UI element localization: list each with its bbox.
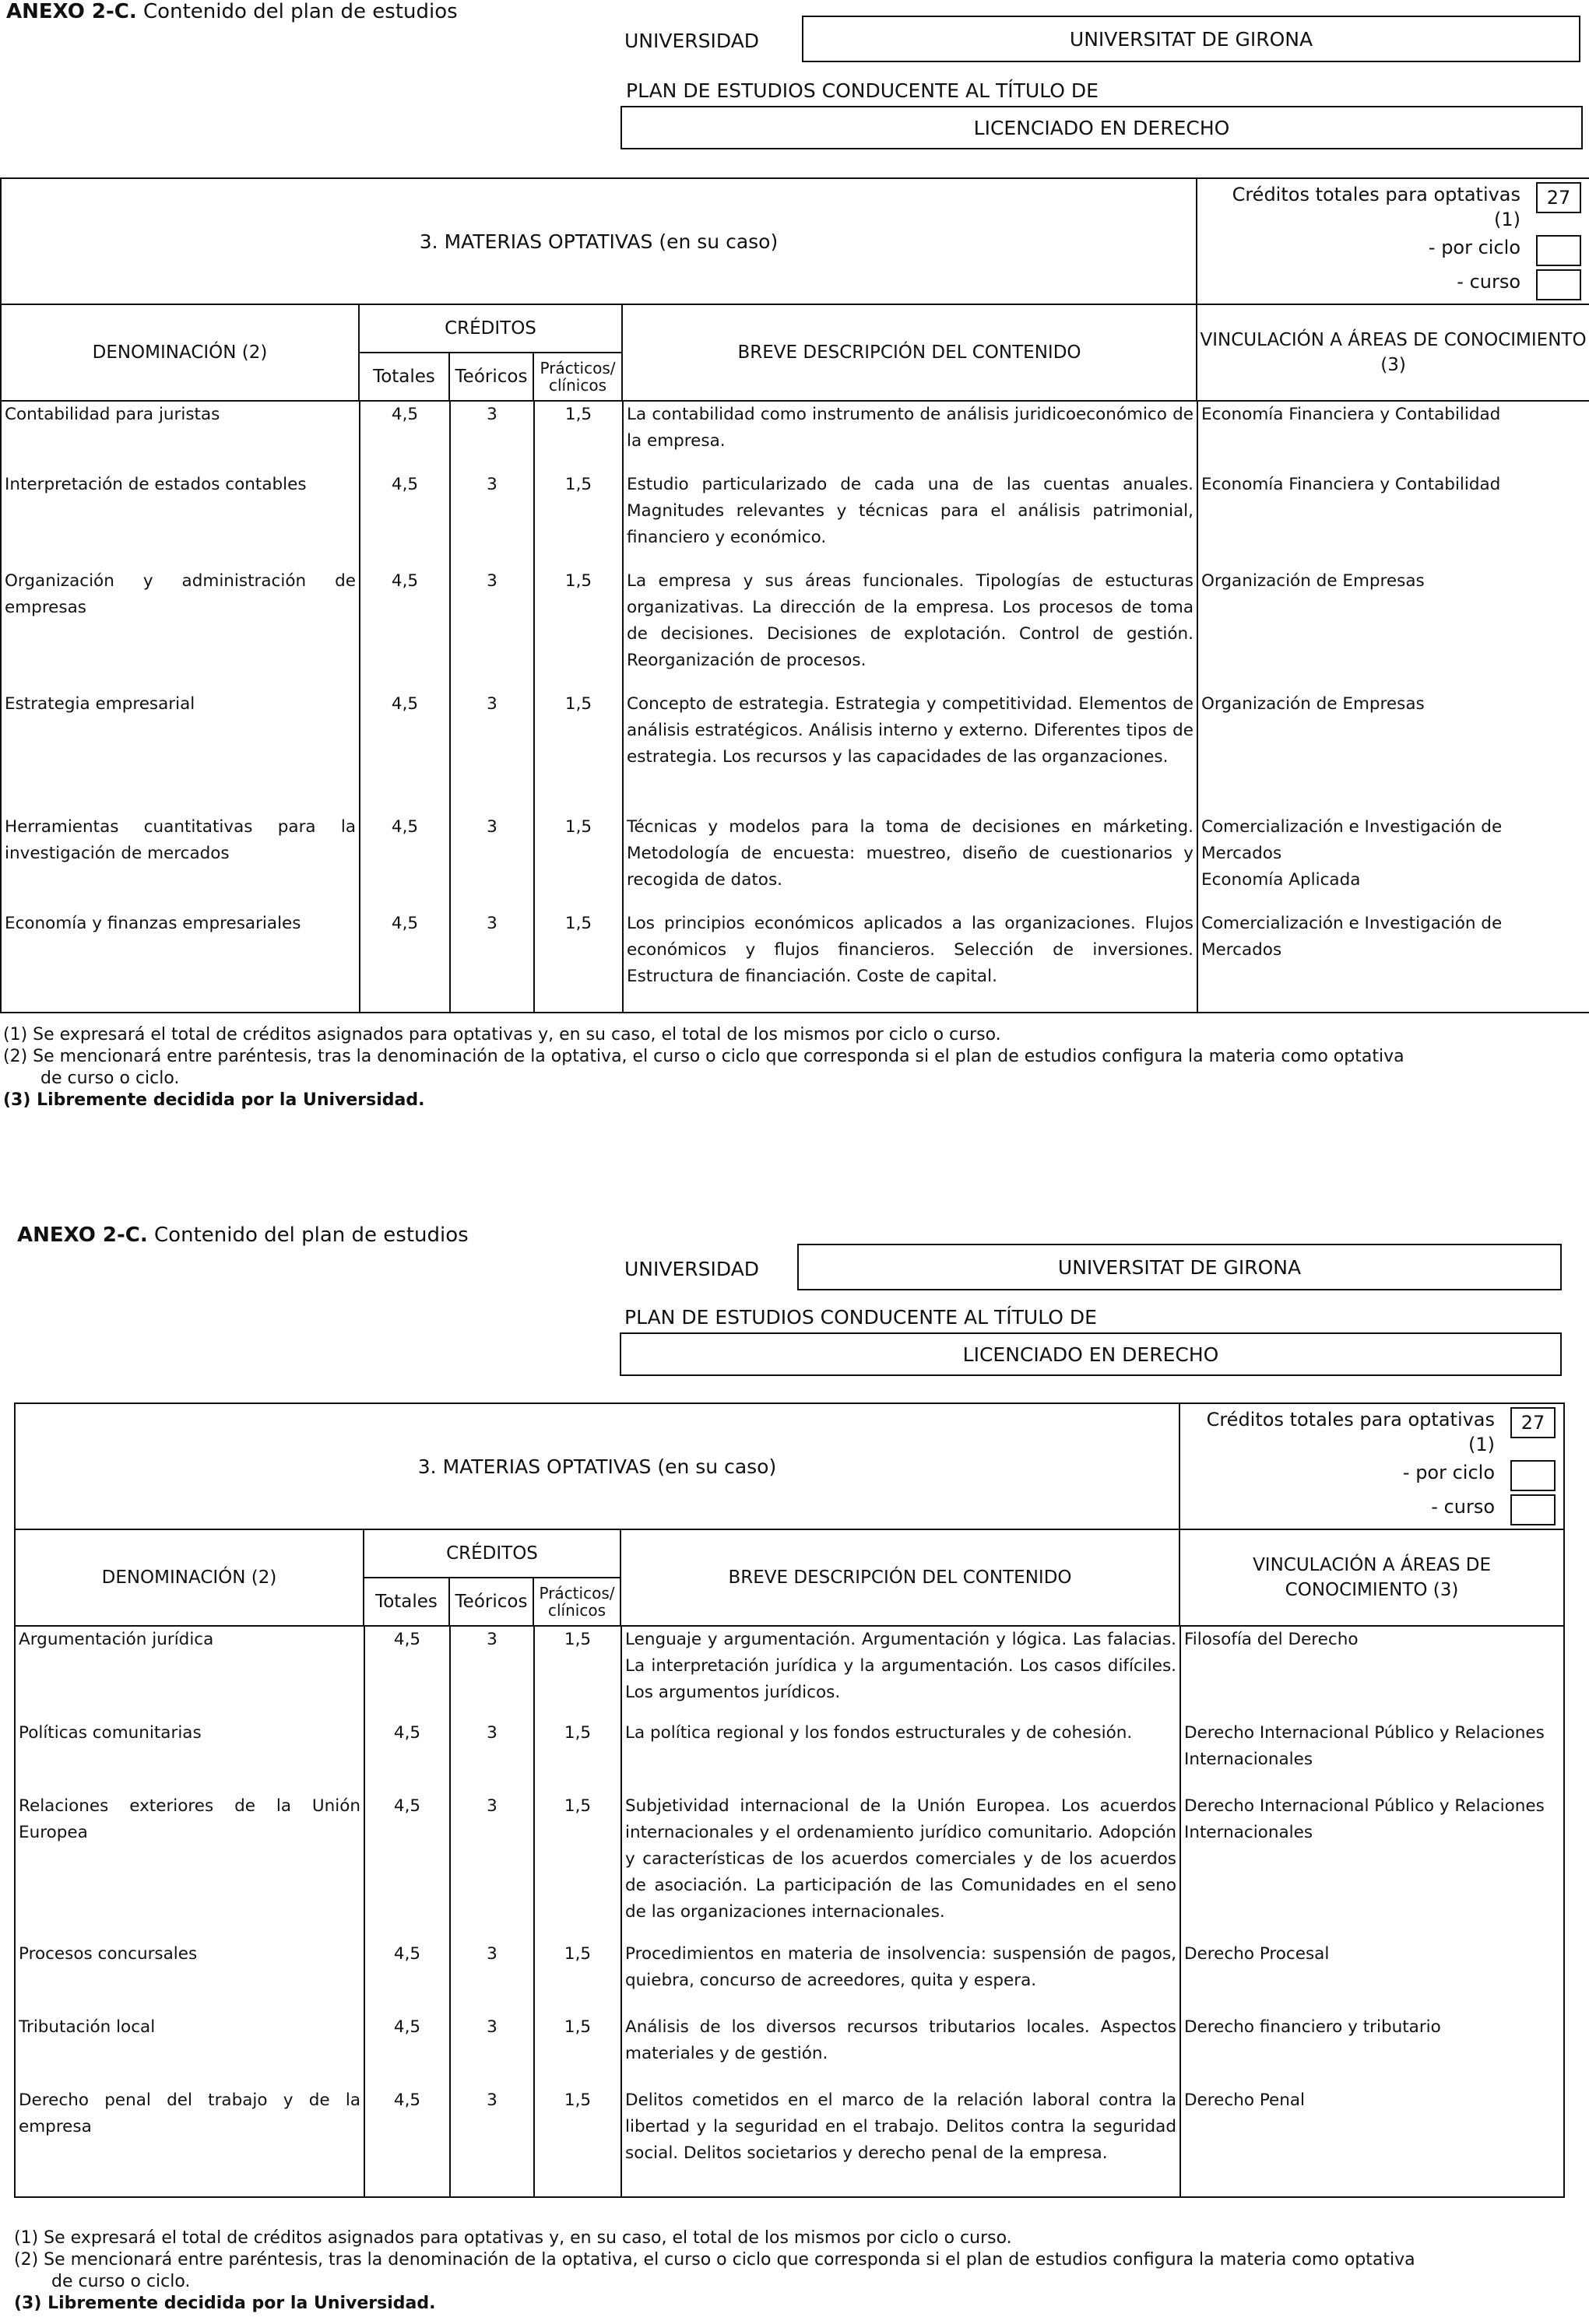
footnote-1: (1) Se expresará el total de créditos asignados para optativas y, en su caso, el total de los mismos por ciclo o curso. — [14, 2228, 1012, 2248]
creditos-totales-label: Créditos totales para optativas (1) — [1232, 184, 1521, 230]
row-totales: 4,5 — [364, 2014, 450, 2087]
row-descripcion: Técnicas y modelos para la toma de decisiones en márketing. Metodología de encuesta: muestreo, diseño de cuestionarios y recogida de datos. — [623, 814, 1197, 911]
table-row — [2, 814, 1589, 911]
table-row — [2, 402, 1589, 472]
row-totales: 4,5 — [360, 402, 450, 472]
row-practicos: 1,5 — [534, 1793, 621, 1941]
footnote-2-cont: de curso o ciclo. — [40, 1069, 180, 1088]
footnote-2-cont: de curso o ciclo. — [51, 2272, 191, 2291]
row-totales: 4,5 — [360, 472, 450, 568]
row-denominacion: Organización y administración de empresas — [5, 571, 356, 617]
header-creditos: CRÉDITOS — [364, 1529, 620, 1578]
row-totales: 4,5 — [364, 1720, 450, 1793]
row-denominacion: Contabilidad para juristas — [5, 405, 220, 424]
footnote-2: (2) Se mencionará entre paréntesis, tras la denominación de la optativa, el curso o ciclo que corresponda si el plan de estudios configura la materia como optativa — [3, 1047, 1404, 1066]
row-denominacion: Economía y finanzas empresariales — [5, 914, 301, 933]
row-descripcion: La política regional y los fondos estructurales y de cohesión. — [621, 1720, 1180, 1793]
table-row — [16, 1627, 1565, 1720]
header-descripcion: BREVE DESCRIPCIÓN DEL CONTENIDO — [620, 1529, 1179, 1626]
creditos-totales-value: 27 — [1510, 1407, 1556, 1438]
table-row — [16, 2014, 1565, 2087]
curso-label: - curso — [1431, 1496, 1496, 1518]
row-denominacion: Políticas comunitarias — [19, 1723, 202, 1743]
header-vinculacion: VINCULACIÓN A ÁREAS DE CONOCIMIENTO (3) — [1197, 304, 1589, 401]
row-totales: 4,5 — [360, 568, 450, 691]
row-descripcion: La contabilidad como instrumento de análisis juridicoeconómico de la empresa. — [623, 402, 1197, 472]
por-ciclo-label: - por ciclo — [1402, 1462, 1496, 1483]
row-totales: 4,5 — [360, 691, 450, 814]
table-row — [2, 691, 1589, 814]
footnote-3: (3) Libremente decidida por la Universidad. — [14, 2294, 436, 2313]
table-title: 3. MATERIAS OPTATIVAS (en su caso) — [15, 1403, 1179, 1529]
titulo-value: LICENCIADO EN DERECHO — [620, 1332, 1562, 1376]
row-denominacion: Tributación local — [19, 2017, 156, 2037]
plan-label: PLAN DE ESTUDIOS CONDUCENTE AL TÍTULO DE — [624, 1306, 1097, 1329]
creditos-totales-label: Créditos totales para optativas (1) — [1206, 1409, 1496, 1455]
row-descripcion: Delitos cometidos en el marco de la relación laboral contra la libertad y la seguridad en el trabajo. Delitos contra la seguridad social. Delitos societarios y derecho penal de la empresa. — [621, 2087, 1180, 2196]
row-teoricos: 3 — [450, 472, 534, 568]
row-area: Organización de Empresas — [1197, 568, 1589, 691]
row-practicos: 1,5 — [534, 2014, 621, 2087]
row-teoricos: 3 — [450, 1627, 534, 1720]
header-teoricos: Teóricos — [449, 1578, 533, 1626]
body-rows — [2, 402, 1589, 1012]
row-teoricos: 3 — [450, 568, 534, 691]
por-ciclo-box — [1536, 235, 1581, 266]
header-denominacion: DENOMINACIÓN (2) — [15, 1529, 364, 1626]
row-teoricos: 3 — [450, 402, 534, 472]
footnotes — [3, 1024, 1404, 1111]
header-practicos: Prácticos/ clínicos — [533, 1578, 620, 1626]
row-denominacion: Herramientas cuantitativas para la investigación de mercados — [5, 817, 356, 863]
row-teoricos: 3 — [450, 814, 534, 911]
materias-table — [14, 1402, 1565, 2198]
row-descripcion: La empresa y sus áreas funcionales. Tipologías de estucturas organizativas. La dirección de la empresa. Los procesos de toma de decisiones. Decisiones de explotación. Control de gestión. Reorganización de procesos. — [623, 568, 1197, 691]
table-row — [16, 2087, 1565, 2196]
table-row — [2, 472, 1589, 568]
materias-table — [0, 177, 1589, 1013]
por-ciclo-box — [1510, 1460, 1556, 1491]
row-descripcion: Análisis de los diversos recursos tributarios locales. Aspectos materiales y de gestión. — [621, 2014, 1180, 2087]
row-totales: 4,5 — [364, 1793, 450, 1941]
row-practicos: 1,5 — [534, 472, 623, 568]
row-descripcion: Estudio particularizado de cada una de las cuentas anuales. Magnitudes relevantes y técnicas para el análisis patrimonial, financiero y económico. — [623, 472, 1197, 568]
header-denominacion: DENOMINACIÓN (2) — [1, 304, 359, 401]
header-descripcion: BREVE DESCRIPCIÓN DEL CONTENIDO — [622, 304, 1197, 401]
header-teoricos: Teóricos — [449, 353, 533, 401]
row-denominacion: Argumentación jurídica — [19, 1630, 214, 1649]
row-area: Filosofía del Derecho — [1180, 1627, 1565, 1720]
row-practicos: 1,5 — [534, 1720, 621, 1793]
row-teoricos: 3 — [450, 1720, 534, 1793]
row-area: Derecho financiero y tributario — [1180, 2014, 1565, 2087]
body-rows — [16, 1627, 1565, 2196]
row-area: Derecho Procesal — [1180, 1941, 1565, 2014]
row-totales: 4,5 — [360, 814, 450, 911]
universidad-value: UNIVERSITAT DE GIRONA — [797, 1244, 1562, 1290]
row-descripcion: Procedimientos en materia de insolvencia: suspensión de pagos, quiebra, concurso de acreedores, quita y espera. — [621, 1941, 1180, 2014]
row-teoricos: 3 — [450, 2087, 534, 2196]
row-totales: 4,5 — [364, 1941, 450, 2014]
table-row — [2, 568, 1589, 691]
row-practicos: 1,5 — [534, 402, 623, 472]
curso-label: - curso — [1457, 271, 1521, 293]
row-descripcion: Subjetividad internacional de la Unión Europea. Los acuerdos internacionales y el ordenamiento jurídico comunitario. Adopción y características de los acuerdos comerciales y de los acuerdos de asociación. La participación de las Comunidades en el seno de las organizaciones internacionales. — [621, 1793, 1180, 1941]
row-area: Economía Financiera y Contabilidad — [1197, 402, 1589, 472]
row-denominacion: Estrategia empresarial — [5, 694, 195, 714]
row-area: Organización de Empresas — [1197, 691, 1589, 814]
row-practicos: 1,5 — [534, 568, 623, 691]
header-totales: Totales — [359, 353, 449, 401]
creditos-totales-value: 27 — [1536, 182, 1581, 213]
header-totales: Totales — [364, 1578, 449, 1626]
plan-label: PLAN DE ESTUDIOS CONDUCENTE AL TÍTULO DE — [626, 79, 1099, 102]
row-area: Economía Financiera y Contabilidad — [1197, 472, 1589, 568]
row-area: Derecho Internacional Público y Relaciones Internacionales — [1180, 1720, 1565, 1793]
row-teoricos: 3 — [450, 691, 534, 814]
universidad-value: UNIVERSITAT DE GIRONA — [802, 16, 1580, 62]
creditos-totales-box — [1179, 1403, 1564, 1529]
row-area: Derecho Penal — [1180, 2087, 1565, 2196]
row-area: Comercialización e Investigación de Mercados Economía Aplicada — [1197, 814, 1589, 911]
header-vinculacion: VINCULACIÓN A ÁREAS DE CONOCIMIENTO (3) — [1179, 1529, 1564, 1626]
row-descripcion: Concepto de estrategia. Estrategia y competitividad. Elementos de análisis estratégicos. Análisis interno y externo. Diferentes tipos de estrategia. Los recursos y las capacidades de las organzaciones. — [623, 691, 1197, 814]
row-teoricos: 3 — [450, 911, 534, 1012]
por-ciclo-label: - por ciclo — [1428, 237, 1521, 258]
row-descripcion: Los principios económicos aplicados a las organizaciones. Flujos económicos y flujos financieros. Selección de inversiones. Estructura de financiación. Coste de capital. — [623, 911, 1197, 1012]
anexo-heading: ANEXO 2-C. Contenido del plan de estudios — [6, 0, 458, 23]
row-teoricos: 3 — [450, 1793, 534, 1941]
row-area: Derecho Internacional Público y Relaciones Internacionales — [1180, 1793, 1565, 1941]
row-totales: 4,5 — [364, 1627, 450, 1720]
universidad-label: UNIVERSIDAD — [624, 1258, 760, 1280]
row-area: Comercialización e Investigación de Mercados — [1197, 911, 1589, 1012]
table-body — [1, 401, 1589, 1013]
table-row — [16, 1941, 1565, 2014]
header-practicos: Prácticos/ clínicos — [533, 353, 622, 401]
footnote-1: (1) Se expresará el total de créditos asignados para optativas y, en su caso, el total de los mismos por ciclo o curso. — [3, 1025, 1001, 1044]
footnotes — [14, 2227, 1415, 2315]
table-row — [2, 911, 1589, 1012]
row-totales: 4,5 — [364, 2087, 450, 2196]
footnote-3: (3) Libremente decidida por la Universidad. — [3, 1090, 425, 1110]
titulo-value: LICENCIADO EN DERECHO — [620, 106, 1583, 149]
anexo-heading: ANEXO 2-C. Contenido del plan de estudios — [17, 1223, 469, 1247]
table-body — [15, 1626, 1564, 2197]
row-denominacion: Interpretación de estados contables — [5, 475, 307, 494]
row-denominacion: Derecho penal del trabajo y de la empresa — [19, 2091, 360, 2136]
row-totales: 4,5 — [360, 911, 450, 1012]
row-practicos: 1,5 — [534, 814, 623, 911]
curso-box — [1510, 1494, 1556, 1525]
row-practicos: 1,5 — [534, 1627, 621, 1720]
header-creditos: CRÉDITOS — [359, 304, 622, 353]
row-practicos: 1,5 — [534, 1941, 621, 2014]
table-title: 3. MATERIAS OPTATIVAS (en su caso) — [1, 178, 1197, 304]
row-teoricos: 3 — [450, 1941, 534, 2014]
row-practicos: 1,5 — [534, 691, 623, 814]
table-row — [16, 1720, 1565, 1793]
row-practicos: 1,5 — [534, 2087, 621, 2196]
curso-box — [1536, 269, 1581, 300]
row-descripcion: Lenguaje y argumentación. Argumentación y lógica. Las falacias. La interpretación jurídica y la argumentación. Los casos difíciles. Los argumentos jurídicos. — [621, 1627, 1180, 1720]
row-denominacion: Procesos concursales — [19, 1944, 198, 1964]
universidad-label: UNIVERSIDAD — [624, 30, 760, 52]
table-row — [16, 1793, 1565, 1941]
footnote-2: (2) Se mencionará entre paréntesis, tras la denominación de la optativa, el curso o ciclo que corresponda si el plan de estudios configura la materia como optativa — [14, 2250, 1415, 2270]
creditos-totales-box — [1197, 178, 1589, 304]
row-denominacion: Relaciones exteriores de la Unión Europea — [19, 1796, 360, 1842]
row-teoricos: 3 — [450, 2014, 534, 2087]
row-practicos: 1,5 — [534, 911, 623, 1012]
